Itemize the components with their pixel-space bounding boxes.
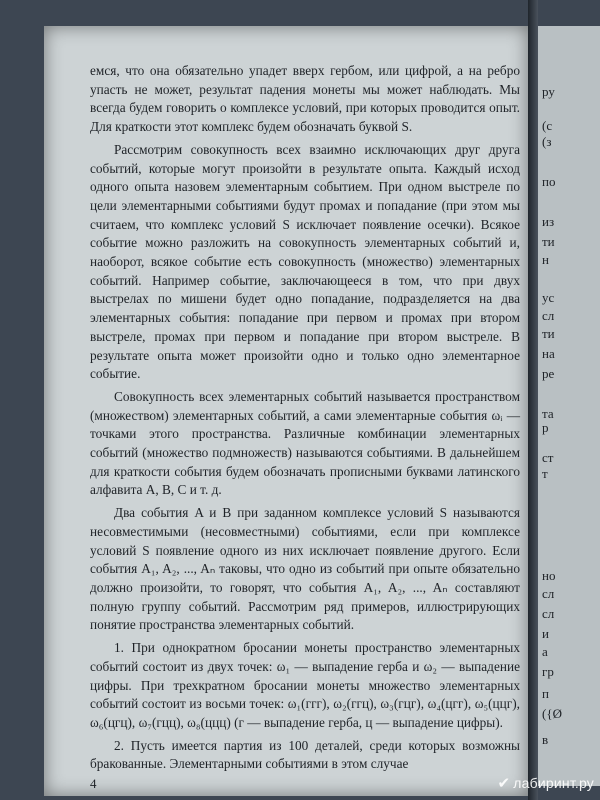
right-page-fragment: т	[542, 466, 548, 481]
right-page-fragment: на	[542, 346, 555, 361]
book-page-left	[44, 26, 528, 796]
right-page-fragment: по	[542, 174, 556, 189]
right-page-fragment: сл	[542, 606, 555, 621]
right-page-fragment: п	[542, 686, 549, 701]
right-page-fragment: в	[542, 732, 549, 747]
right-page-fragment: (з	[542, 134, 552, 149]
book-page-right	[538, 26, 600, 786]
right-page-fragment: сл	[542, 586, 555, 601]
right-page-fragment: ти	[542, 326, 555, 341]
right-page-fragment: и	[542, 626, 549, 641]
watermark-text: лабиринт.ру	[513, 775, 594, 791]
right-page-fragment: ти	[542, 234, 555, 249]
right-page-fragment: ({Ø	[542, 706, 562, 721]
watermark	[498, 774, 595, 792]
right-page-fragment: н	[542, 252, 549, 267]
labirint-logo-icon: ✔	[497, 775, 511, 792]
right-page-fragment: из	[542, 214, 555, 229]
paragraph: Рассмотрим совокупность всех взаимно исключающих друг друга событий, которые могут произойти в результате опыта. Каждый исход одного опыта назовем элементарным событием. При одном выстреле по цели элементарными событиями будут промах и попадание (при этом мы считаем, что комплекс условий S исключает появление осечки). Всякое событие можно разложить на совокупность элементарных событий и, наоборот, всякое событие есть совокупность (множество) элементарных событий. Например событие, заключающееся в том, что при двух выстрелах по мишени будет одно попадание, подразделяется на два элементарных события: попадание при первом и промах при втором выстреле, промах при первом и попадание при втором выстреле. В результате опыта может произойти одно и только одно элементарное событие.	[90, 141, 520, 382]
paragraph: емся, что она обязательно упадет вверх гербом, или цифрой, а на ребро упасть не может, результат падения монеты мы может наблюдать. Мы всегда будем говорить о комплексе условий, при которых проводится опыт. Для краткости этот комплекс будем обозначать буквой S.	[90, 63, 520, 135]
paragraph: 2. Пусть имеется партия из 100 деталей, среди которых возможны бракованные. Элементарными событиями в этом случае	[90, 737, 520, 772]
right-page-fragment: р	[542, 420, 549, 435]
right-page-fragment: гр	[542, 664, 554, 679]
right-page-fragment: сл	[542, 308, 555, 323]
paragraph: 1. При однократном бросании монеты пространство элементарных событий состоит из двух точек: ω₁ — выпадение герба и ω₂ — выпадение цифры. При трехкратном бросании монеты множество элементарных событий состоит из восьми точек: ω₁(ггг), ω₂(ггц), ω₃(гцг), ω₄(цгг), ω₅(ццг), ω₆(цгц), ω₇(гцц), ω₈(ццц) (г — выпадение герба, ц — выпадение цифры).	[90, 640, 520, 730]
right-page-fragment: но	[542, 568, 556, 583]
right-page-fragment: (с	[542, 118, 553, 133]
paragraph: Совокупность всех элементарных событий называется пространством (множеством) элементарных событий, а сами элементарные события ωᵢ — точками этого пространства. Различные комбинации элементарных событий (множество подмножеств) называются событиями. В дальнейшем для краткости события будем обозначать прописными буквами латинского алфавита A, B, C и т. д.	[90, 388, 520, 498]
right-page-fragment: ус	[542, 290, 555, 305]
page-number: 4	[90, 776, 97, 791]
page-body	[90, 62, 520, 774]
right-page-fragment: ст	[542, 450, 554, 465]
right-page-fragment: ру	[542, 84, 555, 99]
book-spine	[528, 0, 538, 800]
right-page-fragment: а	[542, 644, 548, 659]
right-page-fragment: ре	[542, 366, 555, 381]
paragraph: Два события A и B при заданном комплексе условий S называются несовместимыми (несовместными) событиями, если при комплексе условий S появление одного из них исключает появление другого. Если события A₁, A₂, ..., Aₙ таковы, что одно из событий при опыте обязательно должно произойти, то говорят, что события A₁, A₂, ..., Aₙ составляют полную группу событий. Рассмотрим ряд примеров, иллюстрирующих понятие пространства элементарных событий.	[90, 505, 520, 633]
right-page-fragment: та	[542, 406, 554, 421]
